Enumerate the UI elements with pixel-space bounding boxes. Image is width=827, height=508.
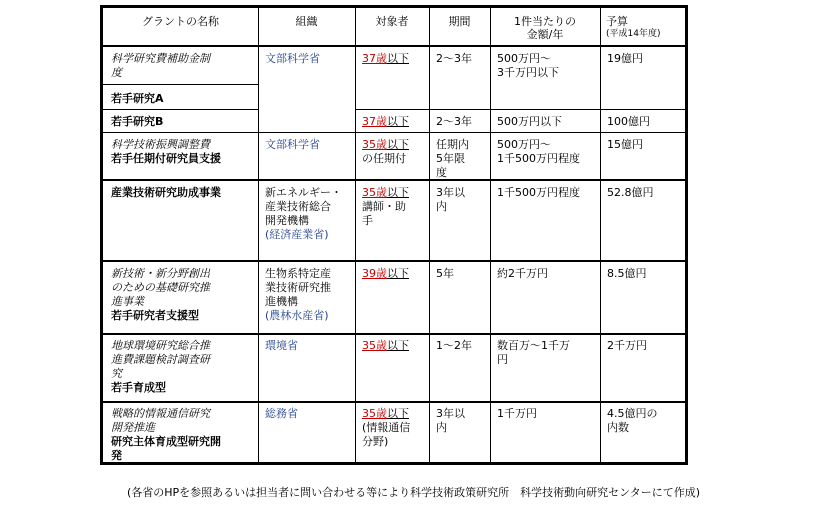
kankyo-amount: 数百万～1千万 円: [497, 339, 570, 366]
kankyo-program: 地球環境研究総合推 進費課題検討調査研 究 若手育成型: [111, 339, 210, 394]
kankyo-period: 1～2年: [436, 339, 472, 352]
header-period: 期間: [448, 15, 471, 28]
row-divider: [103, 109, 258, 110]
somu-amount: 1千万円: [497, 407, 537, 420]
header-grant-name: グラントの名称: [142, 15, 219, 28]
shinkou-amount: 500万円～ 1千500万円程度: [497, 138, 580, 165]
row-divider: [103, 84, 258, 85]
sangyo-org: 新エネルギー・ 産業技術総合 開発機構 (経済産業省): [265, 186, 342, 241]
sangyo-amount: 1千500万円程度: [497, 186, 580, 199]
sangyo-name: 産業技術研究助成事業: [111, 186, 221, 199]
wakate-a-name: 若手研究A: [111, 92, 164, 105]
kankyo-org: 環境省: [265, 339, 298, 352]
header-divider: [103, 45, 685, 47]
header-budget: [606, 15, 660, 41]
sangyo-budget: 52.8億円: [607, 186, 654, 199]
shingijutsu-amount: 約2千万円: [497, 267, 548, 280]
shingijutsu-org: 生物系特定産 業技術研究推 進機構 (農林水産省): [265, 267, 331, 322]
wakate-b-amount: 500万円以下: [497, 115, 562, 128]
shinkou-eligibility: 35歳以下 の任期付: [362, 138, 409, 165]
sangyo-eligibility: 35歳以下 講師・助 手: [362, 186, 409, 227]
wakate-a-period: 2～3年: [436, 52, 472, 65]
somu-period: 3年以 内: [436, 407, 465, 434]
somu-org: 総務省: [265, 407, 298, 420]
kankyo-budget: 2千万円: [607, 339, 647, 352]
somu-eligibility: 35歳以下 (情報通信 分野): [362, 407, 411, 448]
col-divider: [600, 8, 601, 462]
wakate-b-period: 2～3年: [436, 115, 472, 128]
header-amount: [490, 15, 600, 41]
col-divider: [429, 8, 430, 462]
header-organization: 組織: [295, 15, 318, 28]
wakate-a-amount: 500万円～ 3千万円以下: [497, 52, 559, 79]
row-divider: [103, 260, 685, 262]
kankyo-eligibility: 35歳以下: [362, 339, 409, 352]
shingijutsu-program: 新技術・新分野創出 のための基礎研究推 進事業 若手研究者支援型: [111, 267, 210, 322]
shingijutsu-eligibility: 39歳以下: [362, 267, 409, 280]
header-budget-line1: 予算: [606, 15, 628, 28]
somu-budget: 4.5億円の 内数: [607, 407, 658, 434]
header-amount-line2: 金額/年: [526, 28, 564, 41]
header-amount-line1: 1件当たりの: [514, 15, 576, 28]
shinkou-period: 任期内 5年限 度: [436, 138, 469, 179]
row-divider: [103, 132, 685, 133]
col-divider: [490, 8, 491, 462]
somu-program: 戦略的情報通信研究 開発推進 研究主体育成型研究開 発: [111, 407, 221, 462]
source-note: (各省のHPを参照あるいは担当者に問い合わせる等により科学技術政策研究所 科学技術動向研究センターにて作成): [126, 486, 701, 499]
header-budget-line2: (平成14年度): [606, 29, 661, 39]
row-divider: [355, 109, 685, 110]
kakenhi-program: 科学研究費補助金制 度: [111, 52, 210, 79]
grant-table: [100, 5, 688, 465]
wakate-b-name: 若手研究B: [111, 115, 164, 128]
kakenhi-org: 文部科学省: [265, 52, 320, 65]
shingijutsu-budget: 8.5億円: [607, 267, 647, 280]
col-divider: [355, 8, 356, 462]
shinkou-budget: 15億円: [607, 138, 643, 151]
wakate-a-eligibility: 37歳以下: [362, 52, 409, 65]
row-divider: [103, 401, 685, 403]
wakate-b-eligibility: 37歳以下: [362, 115, 409, 128]
shinkou-org: 文部科学省: [265, 138, 320, 151]
row-divider: [103, 179, 685, 181]
wakate-a-budget: 19億円: [607, 52, 643, 65]
sangyo-period: 3年以 内: [436, 186, 465, 213]
header-eligibility: 対象者: [375, 15, 409, 28]
shinkou-program: 科学技術振興調整費 若手任期付研究員支援: [111, 138, 221, 165]
col-divider: [258, 8, 259, 462]
wakate-b-budget: 100億円: [607, 115, 650, 128]
shingijutsu-period: 5年: [436, 267, 454, 280]
row-divider: [103, 333, 685, 335]
